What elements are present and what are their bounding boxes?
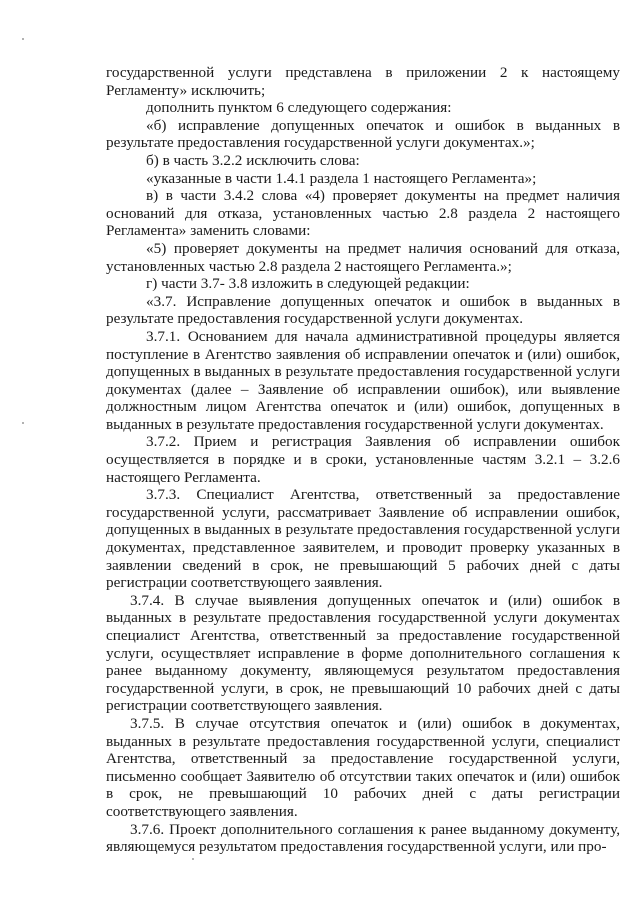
paragraph: в) в части 3.4.2 слова «4) проверяет документы на предмет наличия оснований для отказа, установленных частью 2.8 раздела 2 настоящего Регламента» заменить словами: (106, 187, 620, 240)
paragraph: б) в часть 3.2.2 исключить слова: (146, 151, 360, 169)
scan-speck (22, 422, 24, 424)
paragraph: 3.7.2. Прием и регистрация Заявления об исправлении ошибок осуществляется в порядке и в сроки, установленные частям 3.2.1 – 3.2.6 настоящего Регламента. (106, 433, 620, 486)
paragraph: «указанные в части 1.4.1 раздела 1 настоящего Регламента»; (146, 169, 537, 187)
section-heading: «3.7. Исправление допущенных опечаток и ошибок в выданных в результате предоставления государственной услуги документах. (106, 292, 620, 328)
paragraph: 3.7.4. В случае выявления допущенных опечаток и (или) ошибок в выданных в результате предоставления государственной услуги документах специалист Агентства, ответственный за предоставление государственной услуги, осуществляет исправление в форме дополнительного соглашения к ранее выданному документу, являющемуся результатом предоставления государственной услуги, в срок, не превышающий 10 рабочих дней с даты регистрации соответствующего заявления. (106, 591, 620, 715)
paragraph: государственной услуги представлена в приложении 2 к настоящему Регламенту» исключить; (106, 64, 620, 99)
paragraph: 3.7.1. Основанием для начала административной процедуры является поступление в Агентство заявления об исправлении опечаток и (или) ошибок, допущенных в выданных в результате предоставления государственной услуги документах (далее – Заявление об исправлении ошибок), или выявление должностным лицом Агентства опечаток и (или) ошибок, допущенных в выданных в результате предоставления государственной услуги документах. (106, 327, 620, 433)
paragraph: «б) исправление допущенных опечаток и ошибок в выданных в результате предоставления государственной услуги документах.»; (106, 116, 620, 152)
paragraph: дополнить пунктом 6 следующего содержания: (146, 99, 452, 117)
document-body (106, 64, 620, 856)
scan-speck (192, 858, 194, 860)
paragraph: 3.7.3. Специалист Агентства, ответственный за предоставление государственной услуги, рассматривает Заявление об исправлении ошибок, допущенных в выданных в результате предоставления государственной услуги документах, представленное заявителем, и проводит проверку указанных в заявлении сведений в срок, не превышающий 5 рабочих дней с даты регистрации соответствующего заявления. (106, 486, 620, 592)
paragraph: 3.7.5. В случае отсутствия опечаток и (или) ошибок в документах, выданных в результате предоставления государственной услуги, специалист Агентства, ответственный за предоставление государственной услуги, письменно сообщает Заявителю об отсутствии таких опечаток и (или) ошибок в срок, не превышающий 10 рабочих дней с даты регистрации соответствующего заявления. (106, 714, 620, 820)
paragraph: 3.7.6. Проект дополнительного соглашения к ранее выданному документу, являющемуся результатом предоставления государственной услуги, или про- (106, 820, 620, 856)
paragraph: г) части 3.7- 3.8 изложить в следующей редакции: (146, 275, 470, 293)
scan-speck (22, 38, 24, 40)
paragraph: «5) проверяет документы на предмет наличия оснований для отказа, установленных частью 2.8 раздела 2 настоящего Регламента.»; (106, 239, 620, 275)
